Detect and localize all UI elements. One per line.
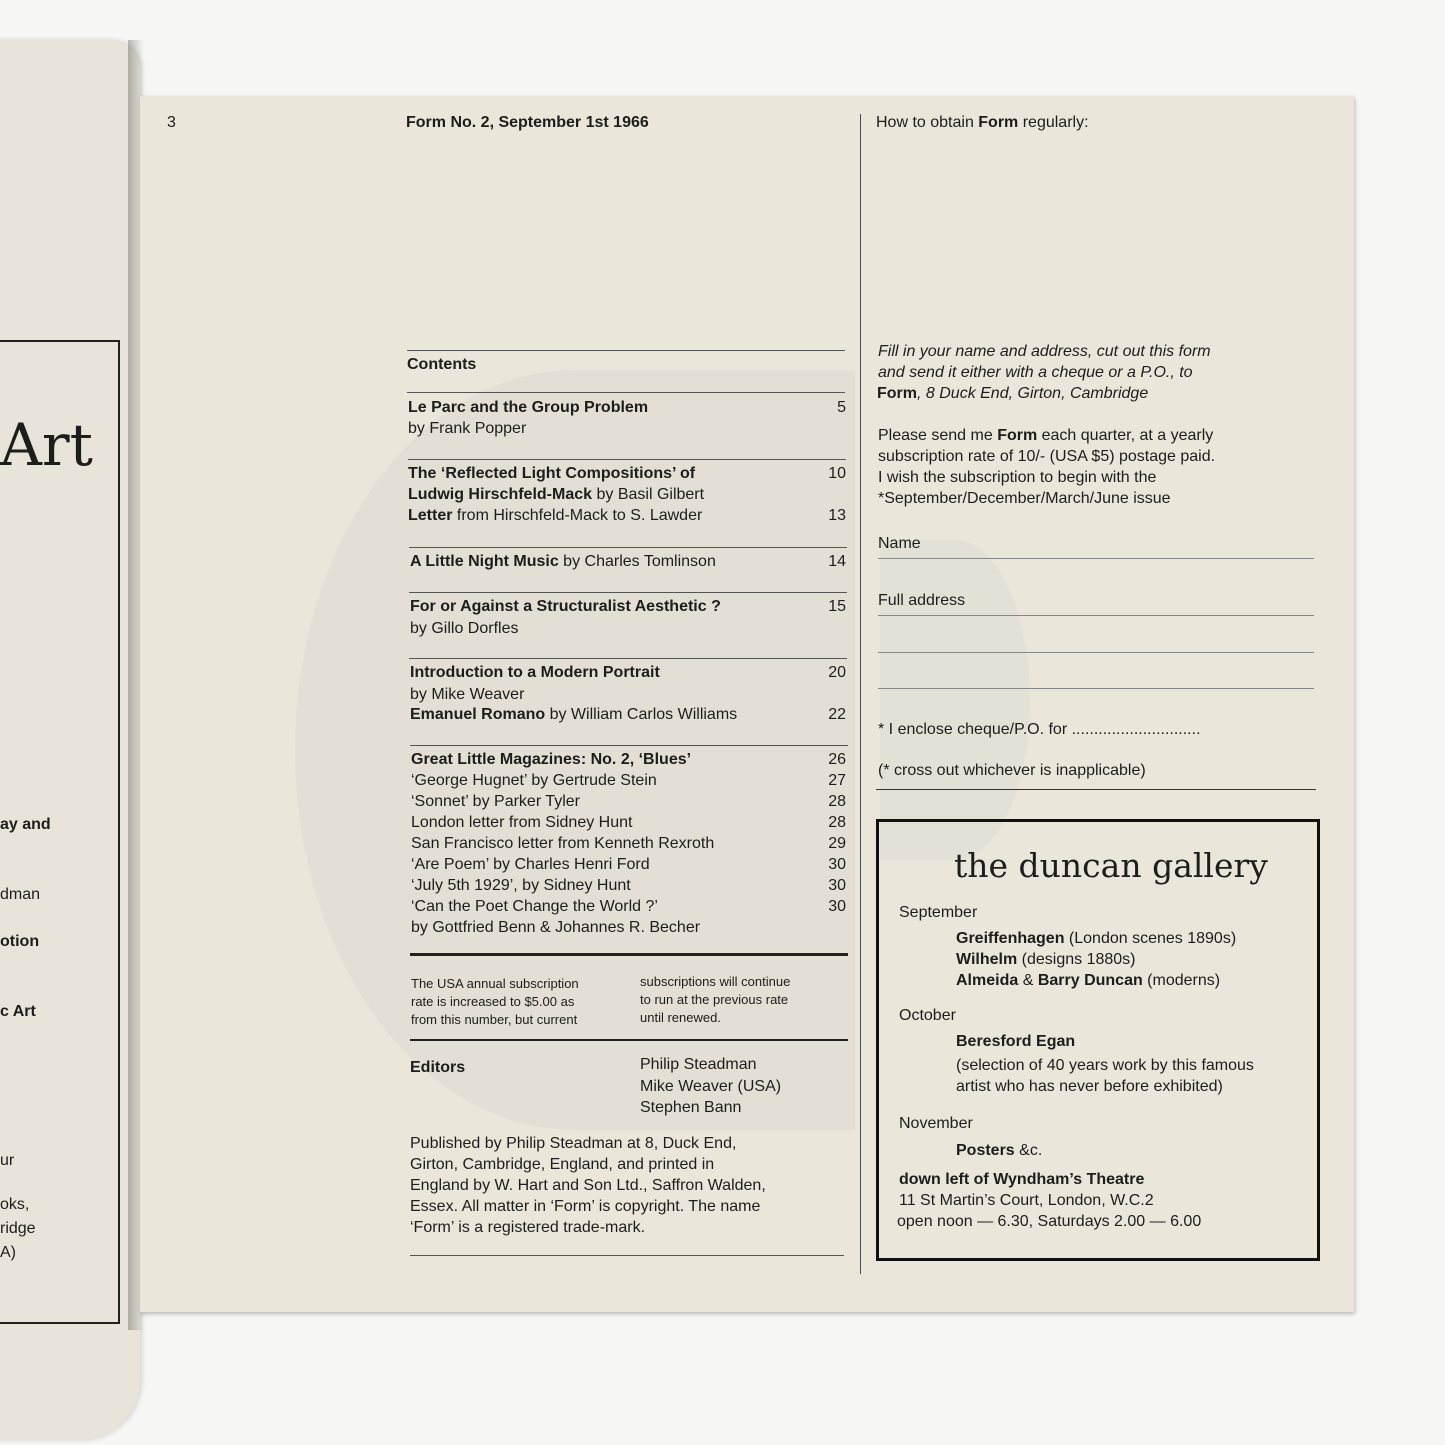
toc-title: A Little Night Music by Charles Tomlinson [410,553,716,570]
toc-subentry: Letter from Hirschfeld-Mack to S. Lawder [408,507,703,524]
toc-page: 28 [828,793,846,810]
rule [876,789,1316,790]
toc-title: Le Parc and the Group Problem [408,399,649,416]
crossout-note: (* cross out whichever is inapplicable) [878,762,1146,779]
left-fragment-7: ridge [0,1220,36,1237]
left-page-art-text: Art [0,411,93,479]
publisher-line: Published by Philip Steadman at 8, Duck End, [410,1135,737,1152]
thick-rule [410,953,848,956]
toc-author: by Frank Popper [408,420,527,437]
gallery-exhibit: Almeida & Barry Duncan (moderns) [956,972,1221,989]
toc-page: 29 [828,835,846,852]
toc-title: Great Little Magazines: No. 2, ‘Blues’ [411,751,692,768]
toc-item: ‘George Hugnet’ by Gertrude Stein [411,772,657,789]
rule [409,547,847,548]
left-fragment-1: ay and [0,816,51,833]
notice-line: to run at the previous rate [640,992,789,1007]
form-request: subscription rate of 10/- (USA $5) postage paid. [878,448,1216,465]
publisher-line: Essex. All matter in ‘Form’ is copyright. The name [410,1198,761,1215]
toc-page: 20 [828,664,846,681]
rule [407,392,845,393]
gallery-exhibit: (selection of 40 years work by this famous [956,1057,1254,1074]
form-request: Please send me Form each quarter, at a yearly [878,427,1214,444]
left-fragment-8: A) [0,1244,16,1261]
cheque-label: * I enclose cheque/P.O. for ............................. [878,721,1201,738]
page-number: 3 [167,114,176,131]
thick-rule [410,1039,848,1041]
publisher-line: ‘Form’ is a registered trade-mark. [410,1219,646,1236]
publisher-line: Girton, Cambridge, England, and printed in [410,1156,715,1173]
form-instruction: Fill in your name and address, cut out this form [878,343,1211,360]
toc-page: 30 [828,856,846,873]
left-fragment-5: ur [0,1152,15,1169]
gallery-month: October [899,1007,956,1024]
toc-title: Introduction to a Modern Portrait [410,664,660,681]
toc-item: London letter from Sidney Hunt [411,814,633,831]
toc-page: 14 [828,553,846,570]
toc-item: by Gottfried Benn & Johannes R. Becher [411,919,701,936]
notice-line: rate is increased to $5.00 as [411,994,575,1009]
address-field-line[interactable] [878,652,1314,653]
notice-line: The USA annual subscription [411,976,579,991]
toc-title: For or Against a Structuralist Aesthetic ? [410,598,721,615]
left-fragment-6: oks, [0,1196,30,1213]
toc-title-line2: Ludwig Hirschfeld-Mack by Basil Gilbert [408,486,705,503]
gallery-hours: open noon — 6.30, Saturdays 2.00 — 6.00 [897,1213,1202,1230]
editor-name: Stephen Bann [640,1099,742,1116]
editor-name: Mike Weaver (USA) [640,1078,782,1095]
subscribe-heading: How to obtain Form regularly: [876,114,1089,131]
rule [408,459,846,460]
gallery-exhibit: Posters &c. [956,1142,1043,1159]
address-field-line[interactable] [878,615,1314,616]
editors-label: Editors [410,1059,466,1076]
name-label: Name [878,535,921,552]
toc-page: 30 [828,877,846,894]
left-fragment-2: dman [0,886,41,903]
toc-item: ‘Can the Poet Change the World ?’ [411,898,658,915]
gallery-address: down left of Wyndham’s Theatre [899,1171,1145,1188]
toc-item: San Francisco letter from Kenneth Rexroth [411,835,715,852]
toc-author: by Mike Weaver [410,686,525,703]
gallery-exhibit: Beresford Egan [956,1033,1076,1050]
toc-page: 22 [828,706,846,723]
rule [410,745,848,746]
rule [409,658,847,659]
rule [410,1255,844,1256]
address-field-line[interactable] [878,688,1314,689]
toc-page: 15 [828,598,846,615]
gallery-month: November [899,1115,973,1132]
form-request: I wish the subscription to begin with the [878,469,1157,486]
toc-subentry: Emanuel Romano by William Carlos Williams [410,706,738,723]
toc-page: 28 [828,814,846,831]
toc-author: by Gillo Dorfles [410,620,519,637]
toc-page: 13 [828,507,846,524]
name-field-line[interactable] [878,558,1314,559]
gallery-exhibit: Wilhelm (designs 1880s) [956,951,1136,968]
toc-page: 26 [828,751,846,768]
contents-heading: Contents [407,356,477,373]
gallery-exhibit: Greiffenhagen (London scenes 1890s) [956,930,1237,947]
left-fragment-4: c Art [0,1003,36,1020]
gallery-exhibit: artist who has never before exhibited) [956,1078,1223,1095]
left-fragment-3: otion [0,933,40,950]
toc-page: 27 [828,772,846,789]
publisher-line: England by W. Hart and Son Ltd., Saffron Walden, [410,1177,766,1194]
editor-name: Philip Steadman [640,1056,757,1073]
form-instruction: Form, 8 Duck End, Girton, Cambridge [877,385,1149,402]
background-watermark-right [880,540,1030,860]
notice-line: until renewed. [640,1010,721,1025]
address-label: Full address [878,592,966,609]
toc-page: 30 [828,898,846,915]
gallery-month: September [899,904,978,921]
column-divider [860,114,861,1274]
rule [409,592,847,593]
rule [407,350,845,351]
toc-item: ‘Sonnet’ by Parker Tyler [411,793,580,810]
toc-page: 5 [837,399,846,416]
issue-title: Form No. 2, September 1st 1966 [406,114,649,131]
toc-item: ‘July 5th 1929’, by Sidney Hunt [411,877,631,894]
gallery-title: the duncan gallery [954,846,1268,885]
toc-page: 10 [828,465,846,482]
notice-line: from this number, but current [411,1012,578,1027]
form-request: *September/December/March/June issue [878,490,1171,507]
form-instruction: and send it either with a cheque or a P.O., to [878,364,1193,381]
notice-line: subscriptions will continue [640,974,791,989]
toc-item: ‘Are Poem’ by Charles Henri Ford [411,856,650,873]
toc-title: The ‘Reflected Light Compositions’ of [408,465,696,482]
gallery-address: 11 St Martin’s Court, London, W.C.2 [899,1192,1154,1209]
